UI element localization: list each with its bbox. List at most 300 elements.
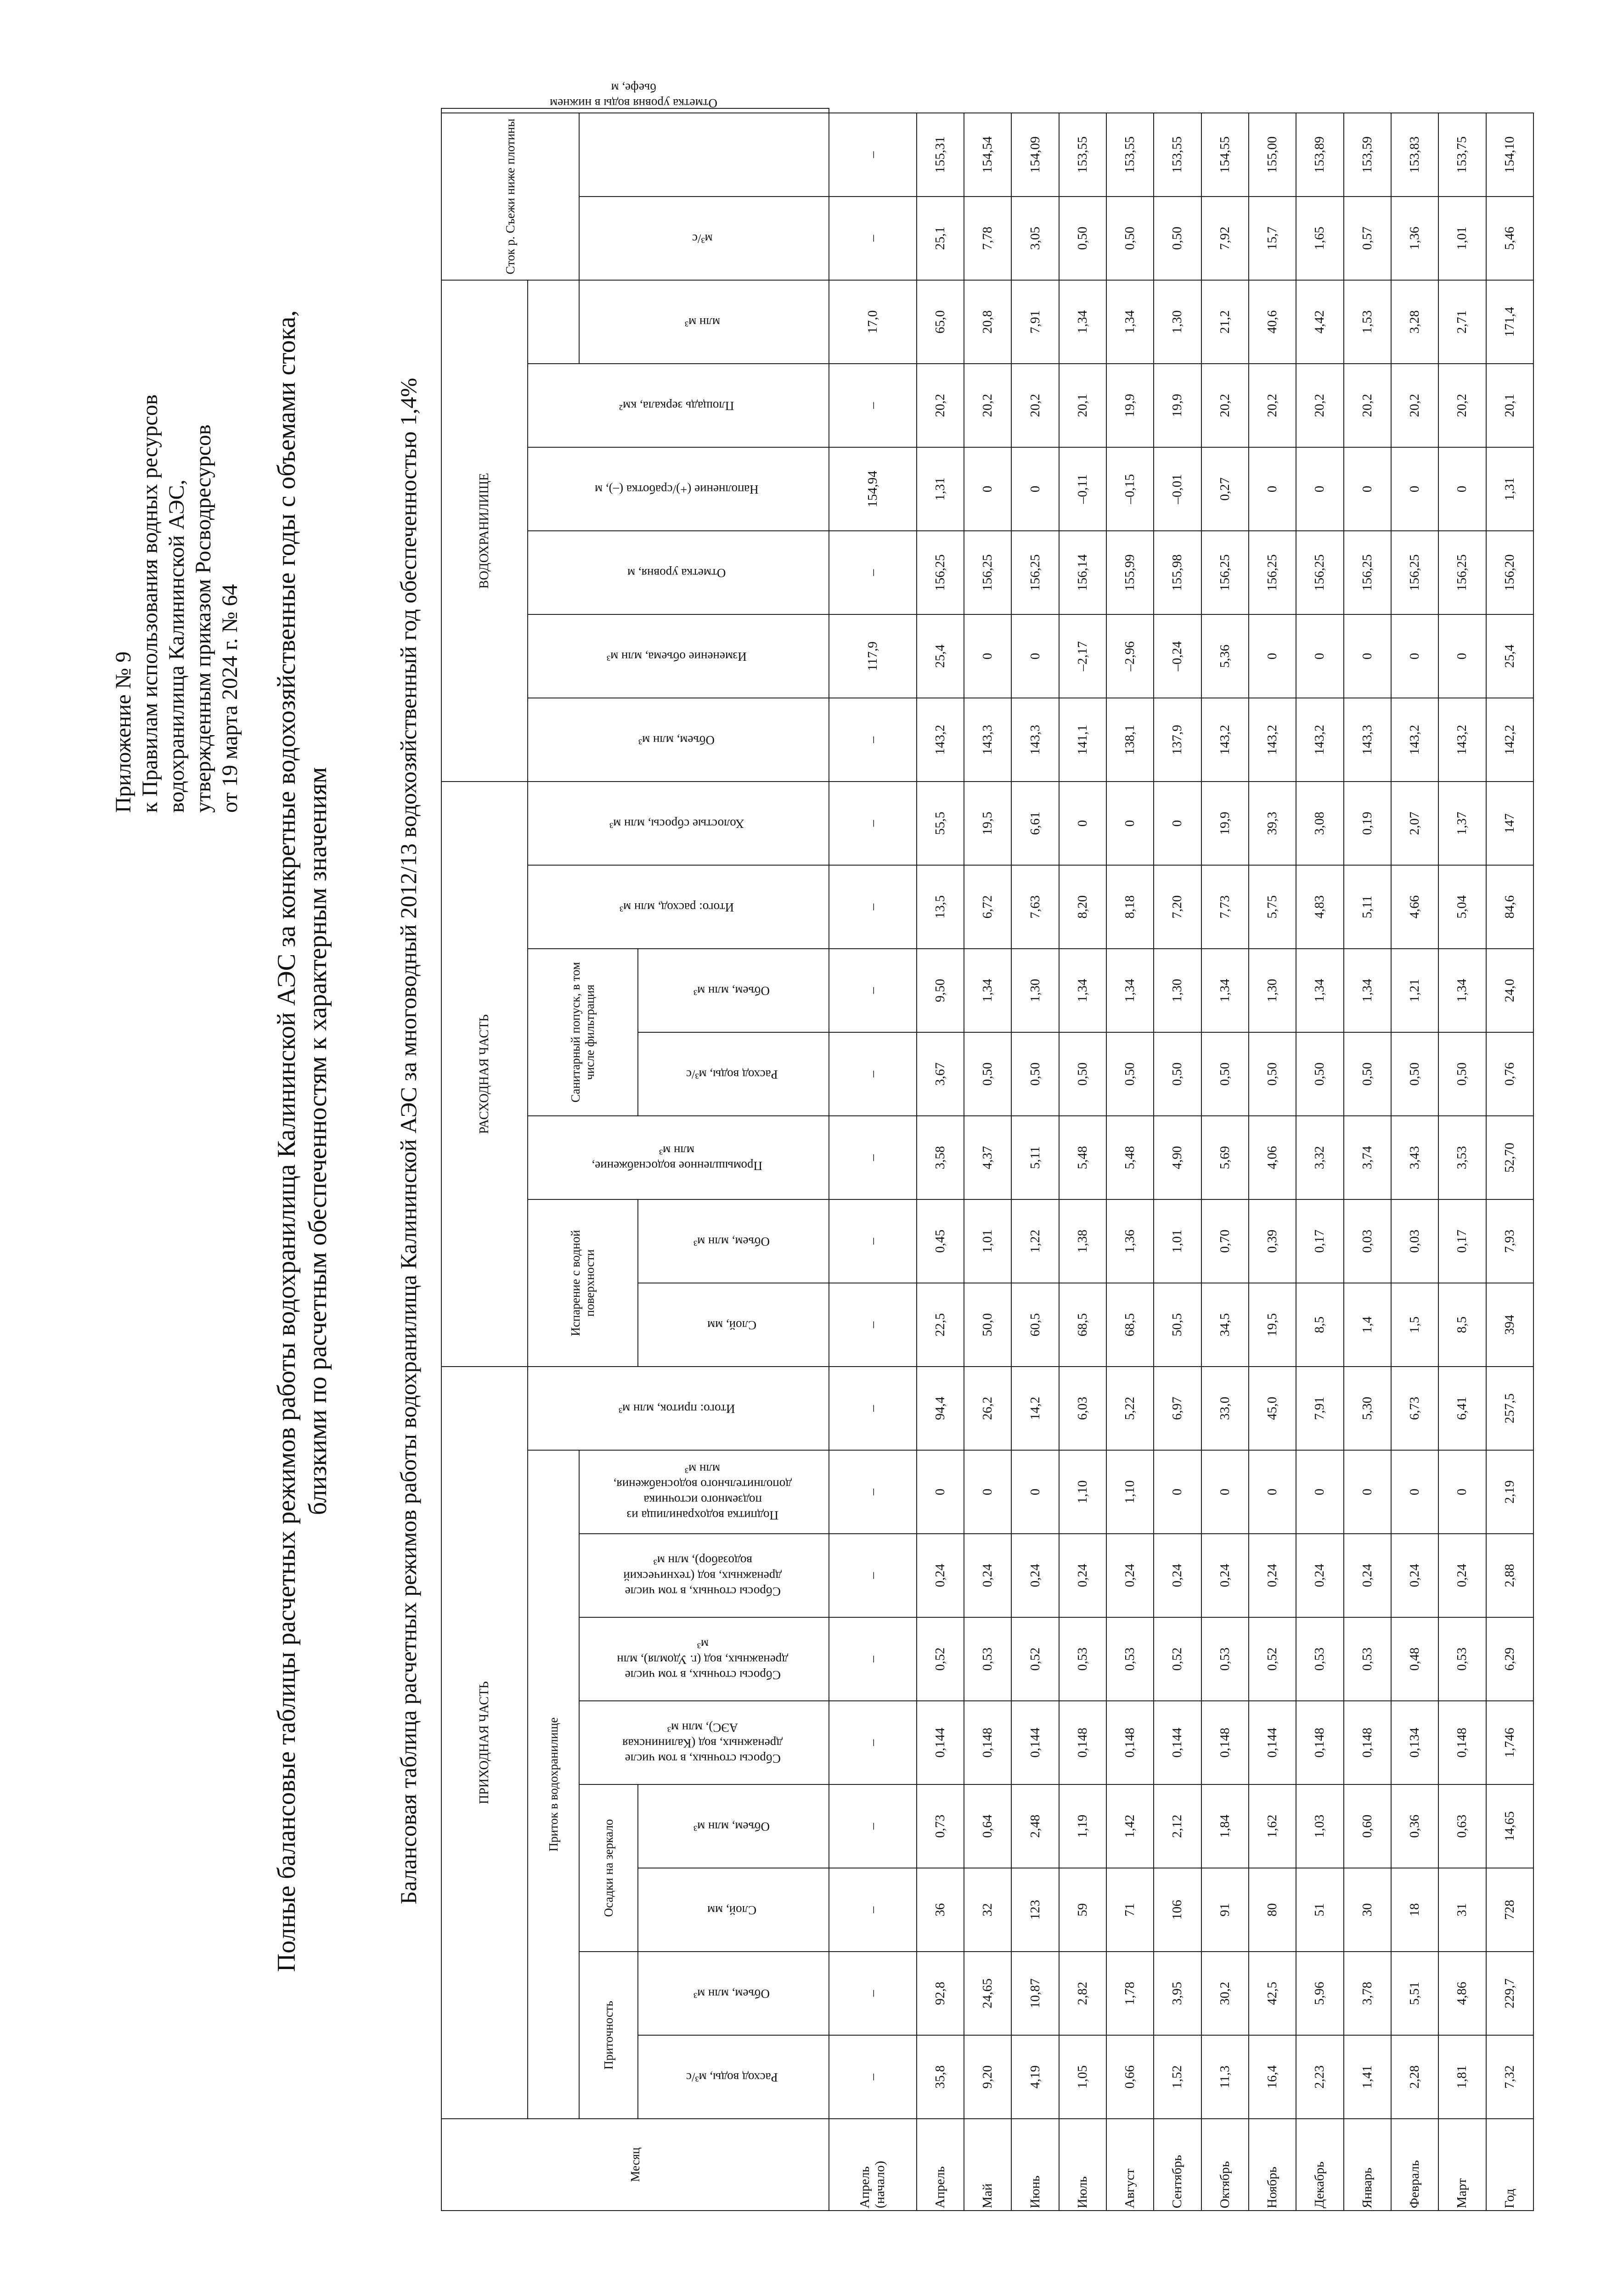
table-cell: 20,1 [1059, 364, 1106, 447]
table-cell: 19,9 [1201, 782, 1249, 865]
table-cell: 156,25 [1249, 531, 1296, 614]
table-cell: 8,5 [1296, 1283, 1343, 1367]
appendix-block [110, 394, 243, 813]
table-cell: 0 [1249, 447, 1296, 531]
table-cell: 1,31 [917, 447, 964, 531]
table-cell: 0,50 [964, 1032, 1011, 1116]
table-cell: 155,00 [1249, 113, 1296, 197]
table-row [917, 108, 964, 2211]
table-cell: 71 [1106, 1868, 1154, 1952]
table-cell: 2,88 [1486, 1534, 1534, 1617]
table-cell: 3,53 [1438, 1116, 1486, 1199]
table-cell: 1,81 [1438, 2035, 1486, 2119]
table-cell: 0,144 [1154, 1701, 1201, 1784]
table-cell: 5,51 [1391, 1952, 1438, 2035]
table-cell: 13,5 [917, 865, 964, 949]
table-cell: 143,3 [1344, 698, 1391, 782]
table-cell: 154,94 [829, 447, 917, 531]
title-line: Полные балансовые таблицы расчетных режимов работы водохранилища Калининской АЭС за конкретные водохозяйственные годы с объемами стока, [272, 310, 301, 1972]
table-cell: 0,50 [1249, 1032, 1296, 1116]
table-row [1154, 108, 1201, 2211]
table-cell: 1,34 [1059, 949, 1106, 1032]
table-cell: 1,34 [1344, 949, 1391, 1032]
table-cell: 1,34 [1201, 949, 1249, 1032]
table-cell: 147 [1486, 782, 1534, 865]
table-subtitle: Балансовая таблица расчетных режимов работы водохранилища Калининской АЭС за многоводный 2012/13 водохозяйственный год обеспеченностью 1,4% [395, 377, 421, 1905]
table-cell: 5,36 [1201, 614, 1249, 698]
table-cell: 143,2 [1249, 698, 1296, 782]
table-cell: 0,17 [1438, 1199, 1486, 1283]
table-cell: 5,48 [1059, 1116, 1106, 1199]
table-row [1486, 108, 1534, 2211]
table-cell: 156,25 [1438, 531, 1486, 614]
table-cell: 0 [1296, 614, 1343, 698]
table-cell: 7,20 [1154, 865, 1201, 949]
header-runoff-v [579, 280, 829, 364]
table-cell: 5,22 [1106, 1367, 1154, 1450]
document-title [271, 44, 333, 2239]
table-cell: 5,96 [1296, 1952, 1343, 2035]
table-cell: 0 [1011, 447, 1059, 531]
table-cell: 0 [1344, 1450, 1391, 1534]
table-row [1296, 108, 1343, 2211]
table-cell: 1,19 [1059, 1784, 1106, 1868]
table-cell: 143,2 [917, 698, 964, 782]
table-cell: 11,3 [1201, 2035, 1249, 2119]
table-cell: 6,72 [964, 865, 1011, 949]
table-cell: 0,53 [964, 1617, 1011, 1701]
row-month: Год [1486, 2119, 1534, 2211]
header-runoff-q [579, 197, 829, 280]
table-cell: 1,62 [1249, 1784, 1296, 1868]
table-cell: – [829, 1199, 917, 1283]
table-cell: 156,25 [1201, 531, 1249, 614]
table-row [1344, 108, 1391, 2211]
table-cell: 0,53 [1106, 1617, 1154, 1701]
table-cell: –2,17 [1059, 614, 1106, 698]
table-cell: 14,2 [1011, 1367, 1059, 1450]
header-volume [528, 698, 829, 782]
appendix-line: утвержденным приказом Росводресурсов [191, 424, 215, 813]
table-cell: 0 [1391, 1450, 1438, 1534]
header-inflow-v-text: Объем, млн м³ [693, 1986, 770, 2001]
table-cell: 0,24 [1154, 1534, 1201, 1617]
table-cell: 6,73 [1391, 1367, 1438, 1450]
table-cell: – [829, 949, 917, 1032]
table-cell: 3,95 [1154, 1952, 1201, 2035]
table-cell: 0,73 [917, 1784, 964, 1868]
table-cell: 36 [917, 1868, 964, 1952]
table-cell: 138,1 [1106, 698, 1154, 782]
table-cell: 7,91 [1011, 280, 1059, 364]
table-cell: 18 [1391, 1868, 1438, 1952]
table-cell: 0,50 [1059, 197, 1106, 280]
table-cell: 1,01 [1438, 197, 1486, 280]
table-row [1249, 108, 1296, 2211]
table-cell: 1,05 [1059, 2035, 1106, 2119]
table-cell: 257,5 [1486, 1367, 1534, 1450]
table-cell: 2,19 [1486, 1450, 1534, 1534]
table-cell: 0,57 [1344, 197, 1391, 280]
table-cell: 0 [1438, 1450, 1486, 1534]
table-cell: 0,24 [964, 1534, 1011, 1617]
table-cell: 0,24 [1344, 1534, 1391, 1617]
table-cell: 68,5 [1059, 1283, 1106, 1367]
table-cell: 0,24 [1106, 1534, 1154, 1617]
table-cell: 4,06 [1249, 1116, 1296, 1199]
table-row [1201, 108, 1249, 2211]
header-underground-text: Подпитка водохранилища из подземного источника дополнительного водоснабжения, млн м³ [613, 1462, 792, 1523]
table-cell: 143,2 [1201, 698, 1249, 782]
table-cell: 2,28 [1391, 2035, 1438, 2119]
table-cell: 2,07 [1391, 782, 1438, 865]
table-cell: –0,15 [1106, 447, 1154, 531]
table-cell: 7,78 [964, 197, 1011, 280]
header-volume-change-text: Изменение объема, млн м³ [607, 649, 747, 664]
table-cell: 15,7 [1249, 197, 1296, 280]
table-cell: 155,98 [1154, 531, 1201, 614]
table-cell: 34,5 [1201, 1283, 1249, 1367]
table-cell: 1,21 [1391, 949, 1438, 1032]
table-cell: 20,2 [1344, 364, 1391, 447]
table-cell: 1,746 [1486, 1701, 1534, 1784]
table-cell: 10,87 [1011, 1952, 1059, 2035]
table-cell: – [829, 364, 917, 447]
table-cell: 1,03 [1296, 1784, 1343, 1868]
table-cell: 0 [1011, 1450, 1059, 1534]
header-runoff-q-text: м³/с [692, 231, 713, 246]
table-cell: 35,8 [917, 2035, 964, 2119]
row-month: Май [964, 2119, 1011, 2211]
table-cell: 0,148 [1438, 1701, 1486, 1784]
table-cell: 0,52 [1249, 1617, 1296, 1701]
table-cell: 30 [1344, 1868, 1391, 1952]
table-cell: 0,134 [1391, 1701, 1438, 1784]
table-cell: 2,12 [1154, 1784, 1201, 1868]
table-cell: 156,25 [1391, 531, 1438, 614]
row-month: Апрель [917, 2119, 964, 2211]
table-cell: 229,7 [1486, 1952, 1534, 2035]
table-cell: 68,5 [1106, 1283, 1154, 1367]
table-cell: 20,2 [1438, 364, 1486, 447]
table-cell: 91 [1201, 1868, 1249, 1952]
header-discharge-kaes-text: Сбросы сточных, в том числе дренажных, вод (Калининская АЭС), млн м³ [622, 1721, 783, 1766]
table-cell: 0,50 [1059, 1032, 1106, 1116]
table-cell: 6,03 [1059, 1367, 1106, 1450]
table-cell: 84,6 [1486, 865, 1534, 949]
header-sanitary-v [638, 949, 829, 1032]
table-cell: – [829, 2035, 917, 2119]
table-cell: 153,75 [1438, 113, 1486, 197]
table-cell: 0,24 [1011, 1534, 1059, 1617]
table-cell: 92,8 [917, 1952, 964, 2035]
table-cell: 3,43 [1391, 1116, 1438, 1199]
table-cell: 0,50 [1438, 1032, 1486, 1116]
table-cell: 1,30 [1011, 949, 1059, 1032]
header-inflow: Приточность [579, 1952, 638, 2119]
header-evap-layer-text: Слой, мм [707, 1318, 757, 1332]
table-cell: 0 [1296, 1450, 1343, 1534]
table-cell: 153,55 [1106, 113, 1154, 197]
table-cell: 1,41 [1344, 2035, 1391, 2119]
table-cell: 0,148 [1296, 1701, 1343, 1784]
table-cell: 3,58 [917, 1116, 964, 1199]
table-cell: 0 [1344, 447, 1391, 531]
table-cell: 2,48 [1011, 1784, 1059, 1868]
table-cell: 24,65 [964, 1952, 1011, 2035]
table-cell: 45,0 [1249, 1367, 1296, 1450]
header-discharge-tech [579, 1534, 829, 1617]
table-cell: 1,36 [1391, 197, 1438, 280]
table-cell: 0,24 [1059, 1534, 1106, 1617]
header-evap-v [638, 1199, 829, 1283]
table-cell: 1,10 [1106, 1450, 1154, 1534]
table-cell: 0,63 [1438, 1784, 1486, 1868]
table-cell: 0,17 [1296, 1199, 1343, 1283]
table-cell: 0,24 [1296, 1534, 1343, 1617]
table-cell: 0,52 [1154, 1617, 1201, 1701]
table-cell: –0,11 [1059, 447, 1106, 531]
table-cell: 156,25 [1344, 531, 1391, 614]
table-cell: 5,11 [1011, 1116, 1059, 1199]
table-cell: 20,2 [1249, 364, 1296, 447]
header-evap-layer [638, 1283, 829, 1367]
table-cell: 0 [1011, 614, 1059, 698]
table-cell: 52,70 [1486, 1116, 1534, 1199]
header-discharge-kaes [579, 1701, 829, 1784]
table-cell: 8,20 [1059, 865, 1106, 949]
table-cell: 14,65 [1486, 1784, 1534, 1868]
table-cell: 1,22 [1011, 1199, 1059, 1283]
table-cell: 0 [1154, 1450, 1201, 1534]
table-cell: 0,148 [964, 1701, 1011, 1784]
table-cell: 8,18 [1106, 865, 1154, 949]
header-sanitary: Санитарный попуск, в том числе фильтрация [528, 949, 638, 1116]
table-cell: 4,19 [1011, 2035, 1059, 2119]
table-cell: 1,4 [1344, 1283, 1391, 1367]
table-cell: 0 [1391, 447, 1438, 531]
table-cell: 0,24 [917, 1534, 964, 1617]
header-industrial [528, 1116, 829, 1199]
table-cell: 1,36 [1106, 1199, 1154, 1283]
table-cell: – [829, 1032, 917, 1116]
header-sanitary-v-text: Объем, млн м³ [693, 984, 770, 998]
header-inflow-v [638, 1952, 829, 2035]
table-cell: 80 [1249, 1868, 1296, 1952]
table-cell: 1,5 [1391, 1283, 1438, 1367]
table-cell: 1,10 [1059, 1450, 1106, 1534]
table-cell: 25,1 [917, 197, 964, 280]
table-cell: 0 [1249, 1450, 1296, 1534]
table-cell: –2,96 [1106, 614, 1154, 698]
table-cell: 0,50 [1391, 1032, 1438, 1116]
table-cell: 5,75 [1249, 865, 1296, 949]
table-cell: 0,03 [1344, 1199, 1391, 1283]
table-cell: 0,148 [1201, 1701, 1249, 1784]
table-cell: 0,144 [1011, 1701, 1059, 1784]
table-cell: – [829, 782, 917, 865]
table-cell: 728 [1486, 1868, 1534, 1952]
table-cell: 51 [1296, 1868, 1343, 1952]
table-cell: 171,4 [1486, 280, 1534, 364]
table-cell: – [829, 531, 917, 614]
table-cell: 3,08 [1296, 782, 1343, 865]
table-cell: 0,50 [1154, 1032, 1201, 1116]
row-month: Июнь [1011, 2119, 1059, 2211]
table-cell: 0,50 [1106, 197, 1154, 280]
table-cell: –0,01 [1154, 447, 1201, 531]
table-cell: 0,36 [1391, 1784, 1438, 1868]
table-cell: 7,91 [1296, 1367, 1343, 1450]
table-cell: 0 [1106, 782, 1154, 865]
table-cell: 0 [1438, 447, 1486, 531]
table-cell: 0 [1154, 782, 1201, 865]
row-month: Февраль [1391, 2119, 1438, 2211]
table-cell: 19,5 [1249, 1283, 1296, 1367]
table-cell: 0,50 [1201, 1032, 1249, 1116]
table-cell: 153,55 [1154, 113, 1201, 197]
table-cell: 19,5 [964, 782, 1011, 865]
header-fill-text: Наполнение (+)/сработка (–), м [595, 482, 759, 496]
header-spillway [528, 782, 829, 865]
header-discharge-tech-text: Сбросы сточных, в том числе дренажных, вод (технический водозабор), млн м³ [623, 1553, 782, 1598]
table-cell: 155,99 [1106, 531, 1154, 614]
table-cell: 20,8 [964, 280, 1011, 364]
table-cell: 3,05 [1011, 197, 1059, 280]
table-cell: 1,42 [1106, 1784, 1154, 1868]
title-line: близкими по расчетным обеспеченностям к характерным значениям [304, 767, 332, 1515]
header-total-outflow-text: Итого: расход, млн м³ [619, 900, 734, 914]
table-cell: 7,32 [1486, 2035, 1534, 2119]
table-row [964, 108, 1011, 2211]
table-cell: 123 [1011, 1868, 1059, 1952]
table-cell: 0,53 [1296, 1617, 1343, 1701]
table-cell: 0,50 [1106, 1032, 1154, 1116]
table-cell: 9,20 [964, 2035, 1011, 2119]
table-cell: 156,20 [1486, 531, 1534, 614]
table-cell: 94,4 [917, 1367, 964, 1450]
table-cell: 7,93 [1486, 1199, 1534, 1283]
table-cell: 156,14 [1059, 531, 1106, 614]
table-cell: 6,61 [1011, 782, 1059, 865]
table-cell: 7,73 [1201, 865, 1249, 949]
table-cell: 153,83 [1391, 113, 1438, 197]
table-cell: 0,144 [917, 1701, 964, 1784]
table-cell: 156,25 [964, 531, 1011, 614]
table-cell: 143,3 [1011, 698, 1059, 782]
header-expense: РАСХОДНАЯ ЧАСТЬ [441, 782, 528, 1367]
table-body [829, 108, 1533, 2211]
header-downstream [441, 81, 829, 113]
row-month: Март [1438, 2119, 1486, 2211]
balance-table [441, 81, 1534, 2211]
table-cell: 143,2 [1391, 698, 1438, 782]
table-cell: 5,69 [1201, 1116, 1249, 1199]
table-cell: 0,19 [1344, 782, 1391, 865]
table-cell: 1,34 [964, 949, 1011, 1032]
table-cell: – [829, 865, 917, 949]
table-row [1438, 108, 1486, 2211]
table-cell: 0 [1249, 614, 1296, 698]
table-cell: 4,86 [1438, 1952, 1486, 2035]
header-total-inflow-text: Итого: приток, млн м³ [618, 1401, 735, 1416]
table-cell: 1,34 [1106, 280, 1154, 364]
table-cell: 0,66 [1106, 2035, 1154, 2119]
row-month: Июль [1059, 2119, 1106, 2211]
table-cell: 22,5 [917, 1283, 964, 1367]
table-cell: 1,30 [1249, 949, 1296, 1032]
table-cell: 1,30 [1154, 949, 1201, 1032]
appendix-line: Приложение № 9 [111, 651, 135, 813]
table-cell: 5,48 [1106, 1116, 1154, 1199]
table-cell: 3,28 [1391, 280, 1438, 364]
table-cell: 142,2 [1486, 698, 1534, 782]
table-cell: 5,11 [1344, 865, 1391, 949]
table-row [1011, 108, 1059, 2211]
header-reservoir: ВОДОХРАНИЛИЩЕ [441, 280, 528, 782]
header-industrial-text: Промышленное водоснабжение, млн м³ [591, 1143, 762, 1173]
table-cell: 1,52 [1154, 2035, 1201, 2119]
table-cell: 0 [1391, 614, 1438, 698]
table-cell: 154,54 [964, 113, 1011, 197]
table-cell: – [829, 1367, 917, 1450]
table-cell: 30,2 [1201, 1952, 1249, 2035]
table-cell: – [829, 1116, 917, 1199]
table-cell: 26,2 [964, 1367, 1011, 1450]
header-total-inflow [528, 1367, 829, 1450]
header-evap: Испарение с водной поверхности [528, 1199, 638, 1367]
table-cell: 2,71 [1438, 280, 1486, 364]
table-cell: 0 [1201, 1450, 1249, 1534]
table-row [1059, 108, 1106, 2211]
header-discharge-udomlya [579, 1617, 829, 1701]
table-cell: 21,2 [1201, 280, 1249, 364]
row-month: Ноябрь [1249, 2119, 1296, 2211]
table-cell: – [829, 197, 917, 280]
table-cell: 17,0 [829, 280, 917, 364]
header-precip-layer-text: Слой, мм [707, 1903, 757, 1917]
table-cell: 7,92 [1201, 197, 1249, 280]
table-cell: 106 [1154, 1868, 1201, 1952]
table-cell: 1,38 [1059, 1199, 1106, 1283]
header-area [528, 364, 829, 447]
table-cell: 4,66 [1391, 865, 1438, 949]
table-cell: – [829, 1701, 917, 1784]
table-cell: 1,37 [1438, 782, 1486, 865]
appendix-line: от 19 марта 2024 г. № 64 [218, 584, 242, 813]
table-cell: 0,50 [1154, 197, 1201, 280]
table-cell: 0,50 [1344, 1032, 1391, 1116]
table-cell: 3,78 [1344, 1952, 1391, 2035]
table-cell: – [829, 1450, 917, 1534]
table-cell: – [829, 1784, 917, 1868]
table-cell: – [829, 113, 917, 197]
table-cell: 0,24 [1391, 1534, 1438, 1617]
table-cell: 153,55 [1059, 113, 1106, 197]
table-cell: 9,50 [917, 949, 964, 1032]
table-cell: 0,76 [1486, 1032, 1534, 1116]
table-cell: 6,41 [1438, 1367, 1486, 1450]
table-cell: 1,34 [1059, 280, 1106, 364]
table-cell: 0,53 [1201, 1617, 1249, 1701]
header-discharge-udomlya-text: Сбросы сточных, в том числе дренажных, вод (г. Удомля), млн м³ [617, 1637, 788, 1682]
header-volume-change [528, 614, 829, 698]
table-cell: 0,24 [1201, 1534, 1249, 1617]
table-cell: 5,46 [1486, 197, 1534, 280]
table-cell: 65,0 [917, 280, 964, 364]
table-cell: 20,1 [1486, 364, 1534, 447]
table-cell: 19,9 [1154, 364, 1201, 447]
